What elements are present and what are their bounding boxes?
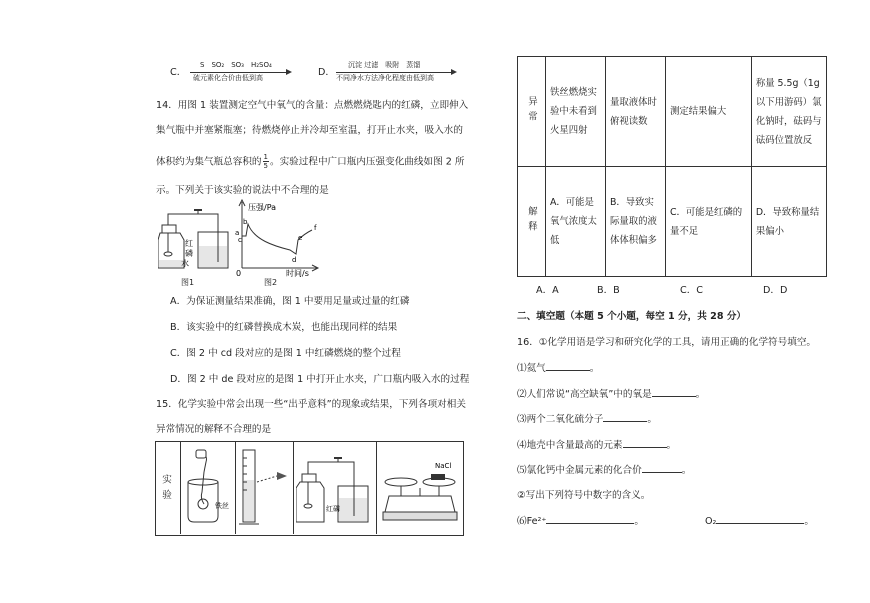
iron-wire-experiment-illustration <box>182 448 232 530</box>
table-cell: 铁丝燃烧实验中未看到火星四射 <box>546 57 606 167</box>
fig2-origin: 0 <box>236 269 242 278</box>
table-cell[interactable]: A．可能是氧气浓度太低 <box>546 167 606 277</box>
q16-item-3-text: ⑶两个二氧化硫分子 <box>517 414 604 425</box>
q15-row-divider-3 <box>376 441 377 534</box>
iron-wire-label: 铁丝 <box>215 502 229 510</box>
option-d-caption: 不同净水方法净化程度由低到高 <box>336 74 434 82</box>
q14-line-3-start: 体积约为集气瓶总容积的 <box>156 156 262 168</box>
answer-blank[interactable] <box>652 387 696 397</box>
q16-item-6-symbol: ⑹Fe²⁺ <box>517 516 547 527</box>
q14-option-b[interactable]: B．该实验中的红磷替换成木炭，也能出现同样的结果 <box>170 322 398 333</box>
option-d-letter: D． <box>318 67 335 78</box>
choice-c[interactable]: C．C <box>680 285 703 296</box>
table-row-label-cell <box>518 57 546 167</box>
option-d-arrow <box>336 72 454 73</box>
table-cell: 量取液体时俯视读数 <box>606 57 666 167</box>
table-cell[interactable]: B．导致实际量取的液体体积偏多 <box>606 167 666 277</box>
q14-option-a[interactable]: A．为保证测量结果准确，图 1 中要用足量或过量的红磷 <box>170 296 410 307</box>
q15-anomaly-table <box>517 56 827 277</box>
q15-line-1: 15．化学实验中常会出现一些“出乎意料”的现象或结果，下列各项对相关 <box>156 399 466 410</box>
table-cell[interactable]: D．导致称量结果偏小 <box>751 167 826 277</box>
choice-a[interactable]: A．A <box>536 285 559 296</box>
figure-1-apparatus <box>158 200 233 275</box>
q14-line-4: 示。下列关于该实验的说法中不合理的是 <box>156 185 329 196</box>
q16-item-5: ⑸氯化钙中金属元素的化合价 。 <box>517 465 692 476</box>
option-c-sequence: S SO₂ SO₃ H₂SO₄ <box>200 61 272 69</box>
q14-line-3 <box>156 153 464 170</box>
table-row-explanation <box>518 167 827 277</box>
q16-item-4-text: ⑷地壳中含量最高的元素 <box>517 440 623 451</box>
q16-item-2-text: ⑵人们常说“高空缺氧”中的氧是 <box>517 389 652 400</box>
fraction-numerator: 1 <box>263 153 268 161</box>
q14-option-c[interactable]: C．图 2 中 cd 段对应的是图 1 中红磷燃烧的整个过程 <box>170 348 401 359</box>
option-c-caption: 硫元素化合价由低到高 <box>193 74 263 82</box>
fig1-red-label: 红 <box>185 239 193 248</box>
option-c-letter: C． <box>170 67 187 78</box>
fig1-water-label: 水 <box>181 259 189 268</box>
option-d-sequence: 沉淀 过滤 吸附 蒸馏 <box>348 61 421 69</box>
option-c-arrowhead <box>286 69 292 75</box>
figure-2-pressure-graph <box>234 198 324 278</box>
red-phosphorus-label: 红磷 <box>326 505 340 513</box>
fig2-point-f: f <box>314 224 317 232</box>
q16-item-7: O₂ 。 <box>705 516 814 527</box>
q15-line-2: 异常情况的解释不合理的是 <box>156 424 272 435</box>
answer-blank[interactable] <box>603 412 647 422</box>
red-phosphorus-apparatus-illustration <box>296 450 374 530</box>
choice-b[interactable]: B．B <box>597 285 620 296</box>
q14-line-2: 集气瓶中并塞紧瓶塞；待燃烧停止并冷却至室温，打开止水夹，吸入水的 <box>156 125 463 136</box>
table-cell: 测定结果偏大 <box>666 57 752 167</box>
fig2-point-e: e <box>298 234 303 242</box>
fraction-denominator: 5 <box>263 162 268 170</box>
q15-row-divider-1 <box>235 441 236 534</box>
q15-row-divider-0 <box>180 441 181 534</box>
fig2-point-b: b <box>243 218 248 226</box>
q14-line-1: 14．用图 1 装置测定空气中氧气的含量：点燃燃烧匙内的红磷，立即伸入 <box>156 100 469 111</box>
figure-1-caption: 图1 <box>181 278 195 287</box>
answer-blank[interactable] <box>642 463 682 473</box>
fig2-ylabel: 压强/Pa <box>248 203 277 212</box>
option-c-arrow <box>190 72 290 73</box>
option-d-arrowhead <box>451 69 457 75</box>
answer-blank[interactable] <box>716 514 804 524</box>
q16-item-3: ⑶两个二氧化硫分子 。 <box>517 414 657 425</box>
figure-2-caption: 图2 <box>264 278 278 287</box>
q16-part-2-intro: ②写出下列符号中数字的含义。 <box>517 490 651 501</box>
q16-item-6: ⑹Fe²⁺ 。 <box>517 516 644 527</box>
fig2-xlabel: 时间/s <box>286 269 309 278</box>
q16-item-5-text: ⑸氯化钙中金属元素的化合价 <box>517 465 642 476</box>
fig2-point-d: d <box>292 256 297 264</box>
table-row-label: 解释 <box>526 206 537 237</box>
table-row-label-cell <box>518 167 546 277</box>
fig1-phos-label: 磷 <box>185 249 193 258</box>
fig2-point-c: c <box>238 236 242 244</box>
q16-item-1-text: ⑴氦气 <box>517 363 546 374</box>
q14-line-3-end: 。实验过程中广口瓶内压强变化曲线如图 2 所 <box>270 156 465 168</box>
q16-item-4: ⑷地壳中含量最高的元素 。 <box>517 440 677 451</box>
q16-item-7-symbol: O₂ <box>705 516 717 527</box>
table-row-anomaly <box>518 57 827 167</box>
q15-row-label: 实验 <box>160 474 171 506</box>
section-heading: 二、填空题（本题 5 个小题，每空 1 分，共 28 分） <box>517 311 747 322</box>
q15-row-divider-2 <box>293 441 294 534</box>
answer-blank[interactable] <box>623 438 667 448</box>
graduated-cylinder-illustration <box>237 446 291 530</box>
q16-intro: 16．①化学用语是学习和研究化学的工具，请用正确的化学符号填空。 <box>517 337 817 348</box>
q14-option-d[interactable]: D．图 2 中 de 段对应的是图 1 中打开止水夹，广口瓶内吸入水的过程 <box>170 374 470 385</box>
table-cell: 称量 5.5g（1g 以下用游码）氯化钠时，砝码与砝码位置放反 <box>751 57 826 167</box>
answer-blank[interactable] <box>546 361 590 371</box>
answer-blank[interactable] <box>546 514 634 524</box>
fraction <box>263 153 269 170</box>
q16-item-1: ⑴氦气 。 <box>517 363 600 374</box>
balance-scale-illustration <box>379 452 461 530</box>
q16-item-2: ⑵人们常说“高空缺氧”中的氧是 。 <box>517 389 706 400</box>
fig2-point-a: a <box>235 229 240 237</box>
table-cell[interactable]: C．可能是红磷的量不足 <box>666 167 752 277</box>
choice-d[interactable]: D．D <box>763 285 788 296</box>
nacl-label: NaCl <box>435 462 452 470</box>
table-row-label: 异常 <box>526 96 537 127</box>
